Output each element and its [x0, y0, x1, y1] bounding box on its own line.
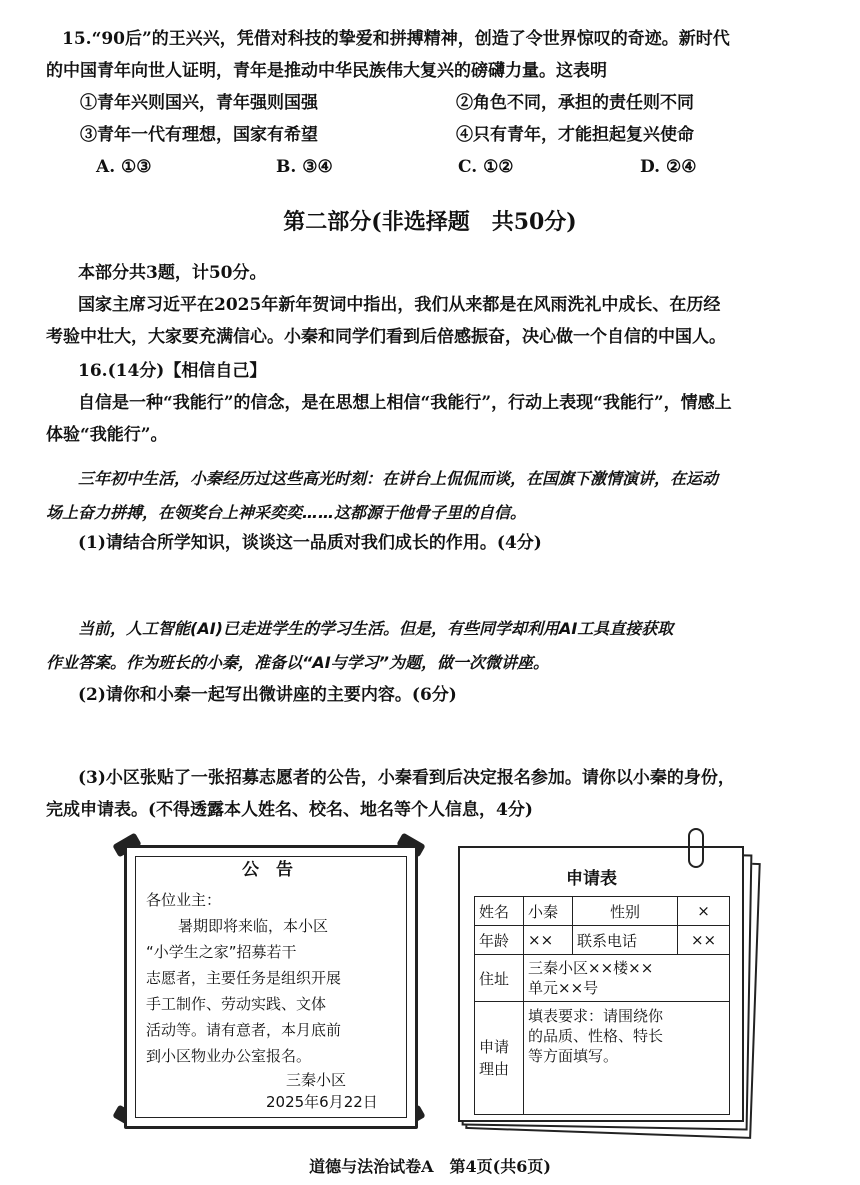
q16-ai-line2: 作业答案。作为班长的小秦，准备以“AI与学习”为题，做一次微讲座。	[46, 653, 549, 672]
reason-label	[475, 1002, 524, 1115]
q15-stem-line1: 15.“90后”的王兴兴，凭借对科技的挚爱和拼搏精神，创造了令世界惊叹的奇迹。新时代	[62, 29, 730, 49]
notice-date: 2025年6月22日	[266, 1093, 378, 1111]
paperclip-icon	[688, 828, 704, 868]
notice-line6: 到小区物业办公室报名。	[146, 1047, 312, 1065]
age-value: ××	[524, 926, 573, 955]
reason-label-line2: 理由	[479, 1060, 510, 1078]
phone-label: 联系电话	[573, 926, 678, 955]
reason-hint-line3: 等方面填写。	[528, 1047, 619, 1065]
q15-option-b: B. ③④	[276, 157, 333, 177]
q16-subquestion-2: (2)请你和小秦一起写出微讲座的主要内容。(6分)	[78, 685, 457, 705]
q15-stem-line2: 的中国青年向世人证明，青年是推动中华民族伟大复兴的磅礴力量。这表明	[46, 61, 607, 81]
phone-value: ××	[678, 926, 730, 955]
address-line1: 三秦小区××楼××	[528, 959, 654, 977]
part2-title: 第二部分(非选择题 共50分)	[283, 209, 577, 235]
q16-ai-line1: 当前，人工智能(AI)已走进学生的学习生活。但是，有些同学却利用AI工具直接获取	[78, 619, 674, 638]
q15-option-d: D. ②④	[640, 157, 697, 177]
reason-hint-line1: 填表要求：请围绕你	[528, 1007, 664, 1025]
reason-hint-line2: 的品质、性格、特长	[528, 1027, 664, 1045]
page-footer: 道德与法治试卷A 第4页(共6页)	[309, 1157, 551, 1176]
notice-line4: 手工制作、劳动实践、文体	[146, 995, 327, 1013]
address-line2: 单元××号	[528, 979, 599, 997]
notice-greeting: 各位业主：	[146, 891, 222, 909]
q16-subquestion-3-line1: (3)小区张贴了一张招募志愿者的公告，小秦看到后决定报名参加。请你以小秦的身份，	[78, 768, 735, 788]
gender-label: 性别	[573, 897, 678, 926]
notice-line3: 志愿者，主要任务是组织开展	[146, 969, 342, 987]
address-label: 住址	[475, 955, 524, 1002]
q16-story-line1: 三年初中生活，小秦经历过这些高光时刻：在讲台上侃侃而谈，在国旗下激情演讲，在运动	[78, 469, 719, 488]
part2-context-line2: 考验中壮大，大家要充满信心。小秦和同学们看到后倍感振奋，决心做一个自信的中国人。	[46, 327, 726, 347]
notice-line5: 活动等。请有意者，本月底前	[146, 1021, 342, 1039]
notice-line2: “小学生之家”招募若干	[146, 943, 297, 961]
q16-definition-line1: 自信是一种“我能行”的信念，是在思想上相信“我能行”，行动上表现“我能行”，情感上	[78, 393, 732, 413]
name-label: 姓名	[475, 897, 524, 926]
q16-story-line2: 场上奋力拼搏，在领奖台上神采奕奕……这都源于他骨子里的自信。	[46, 503, 527, 522]
gender-value: ×	[678, 897, 730, 926]
notice-line1: 暑期即将来临，本小区	[178, 917, 329, 935]
name-value: 小秦	[524, 897, 573, 926]
address-value	[524, 955, 730, 1002]
q15-statement-4: ④只有青年，才能担起复兴使命	[456, 125, 694, 145]
q16-subquestion-1: (1)请结合所学知识，谈谈这一品质对我们成长的作用。(4分)	[78, 533, 542, 553]
reason-label-line1: 申请	[479, 1038, 510, 1056]
part2-intro: 本部分共3题，计50分。	[78, 263, 267, 283]
form-title: 申请表	[566, 869, 617, 889]
form-table	[474, 896, 730, 1115]
q15-statement-1: ①青年兴则国兴，青年强则国强	[80, 93, 318, 113]
q16-subquestion-3-line2: 完成申请表。(不得透露本人姓名、校名、地名等个人信息，4分)	[46, 800, 533, 820]
age-label: 年龄	[475, 926, 524, 955]
q16-heading: 16.(14分)【相信自己】	[78, 361, 267, 381]
q15-statement-3: ③青年一代有理想，国家有希望	[80, 125, 318, 145]
q15-option-a: A. ①③	[96, 157, 152, 177]
part2-context-line1: 国家主席习近平在2025年新年贺词中指出，我们从来都是在风雨洗礼中成长、在历经	[78, 295, 721, 315]
q15-option-c: C. ①②	[458, 157, 514, 177]
q15-statement-2: ②角色不同，承担的责任则不同	[456, 93, 694, 113]
notice-title: 公 告	[242, 860, 293, 880]
q16-definition-line2: 体验“我能行”。	[46, 425, 168, 445]
notice-signature: 三秦小区	[286, 1071, 347, 1089]
reason-field[interactable]	[524, 1002, 730, 1115]
